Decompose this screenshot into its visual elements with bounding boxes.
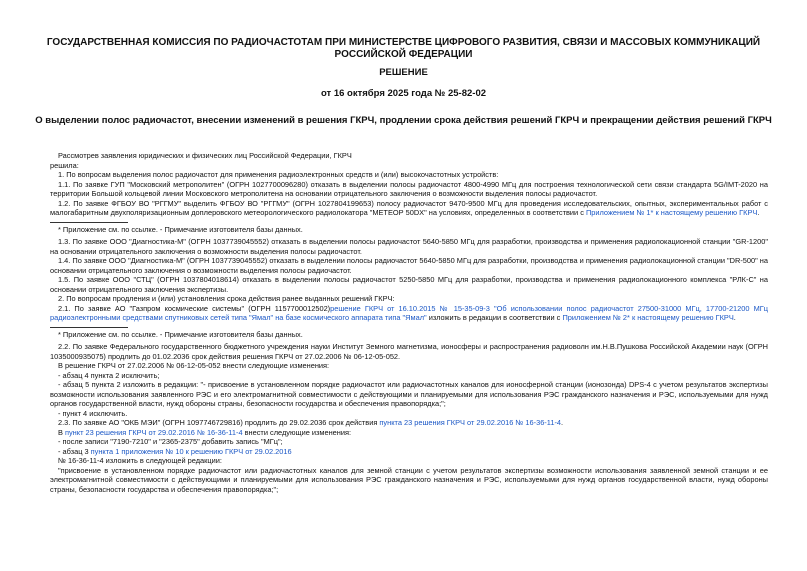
item-2-3-change-2	[50, 447, 768, 457]
section-2-heading: 2. По вопросам продления и (или) установления срока действия ранее выданных решений ГКРЧ:	[58, 294, 395, 303]
issuing-organization: ГОСУДАРСТВЕННАЯ КОМИССИЯ ПО РАДИОЧАСТОТАМ ПРИ МИНИСТЕРСТВЕ ЦИФРОВОГО РАЗВИТИЯ, СВЯЗИ И МАССОВЫХ КОММУНИКАЦИЙ РОССИЙСКОЙ ФЕДЕРАЦИИ	[46, 37, 761, 60]
item-1-3: 1.3. По заявке ООО "Диагностика-М" (ОГРН 1037739045552) отказать в выделении полосы радиочастот 5640-5850 МГц для разработки, производства и применения радиолокационной станции "GR-1200" на основании отрицательного заключения о возможности выделения полосы радиочастот.	[50, 237, 768, 256]
footnote-divider	[50, 327, 128, 328]
item-2-3-note-post: внести следующие изменения:	[242, 427, 352, 437]
item-1-2-end: .	[757, 208, 760, 217]
item-2-1	[50, 304, 768, 323]
item-2-3	[50, 418, 768, 428]
item-2-3-note-pre: В	[58, 427, 65, 437]
item-2-1-mid: изложить в редакции в соответствии с	[426, 313, 563, 322]
decision-2016-link[interactable]: пункта 23 решения ГКРЧ от 29.02.2016 № 16-36-11-4	[379, 418, 562, 427]
footnote-2: * Приложение см. по ссылке. - Примечание изготовителя базы данных.	[58, 329, 303, 339]
item-2-3-change-2-pre: - абзац 3	[58, 446, 91, 456]
item-2-2-note: В решение ГКРЧ от 27.02.2006 № 06-12-05-052 внести следующие изменения:	[58, 361, 330, 370]
item-1-1: 1.1. По заявке ГУП "Московский метрополитен" (ОГРН 1027700096280) отказать в выделении полосы радиочастот 4800-4990 МГц для построения технологической сети связи стандарта 5G/IMT-2020 на территории Большой кольцевой линии Московского метрополитена на основании отрицательного заключения о возможности выделения полосы радиочастот.	[50, 179, 768, 198]
document-body	[50, 151, 768, 494]
document-type: РЕШЕНИЕ	[379, 67, 428, 78]
document-subject: О выделении полос радиочастот, внесении изменений в решения ГКРЧ, продлении срока действия решений ГКРЧ и прекращении действия решений ГКРЧ	[35, 115, 772, 126]
appendix-10-link[interactable]: пункта 1 приложения № 10 к решению ГКРЧ от 29.02.2016	[90, 446, 292, 456]
footnote-divider	[50, 222, 128, 223]
appendix-2-link[interactable]: Приложением № 2* к настоящему решению ГКРЧ	[562, 313, 734, 322]
appendix-1-link[interactable]: Приложением № 1* к настоящему решению ГКРЧ	[585, 208, 758, 217]
item-1-2-text: 1.2. По заявке ФГБОУ ВО "РГГМУ" выделить ФГБОУ ВО "РГГМУ" (ОГРН 1027804199653) полосу радиочастот 9470-9500 МГц для проведения исследовательских, опытных, экспериментальных работ с малогабаритным двухполяризационным доплеровского метеорологического радиолокатора "МЕТЕОР 50DX" на условиях, определенных в соответствии с	[50, 198, 768, 217]
item-2-2-change-2: - абзац 5 пункта 2 изложить в редакции: "- присвоение в установленном порядке радиочастот или радиочастотных каналов для ионосферной станции (ионозонда) DPS-4 с учетом результатов экспертизы возможности использования заявленного РЭС и его электромагнитной совместимости с действующими и планируемыми для использования РЭС гражданского назначения и РЭС, используемыми для нужд органов государственной власти, нужд обороны страны, безопасности государства и обеспечения правопорядка;";	[50, 380, 768, 408]
item-2-2-change-3: - пункт 4 исключить.	[58, 408, 128, 418]
item-2-3-end: .	[561, 418, 564, 427]
document-date-number: от 16 октября 2025 года № 25-82-02	[320, 88, 487, 99]
item-2-3-text: 2.3. По заявке АО "ОКБ МЭИ" (ОГРН 1097746729816) продлить до 29.02.2036 срок действия	[58, 418, 380, 427]
section-1-heading: 1. По вопросам выделения полос радиочастот для применения радиоэлектронных средств и (или) высокочастотных устройств:	[58, 170, 499, 179]
item-2-2-change-1: - абзац 4 пункта 2 исключить;	[58, 370, 160, 380]
item-1-4: 1.4. По заявке ООО "Диагностика-М" (ОГРН 1037739045552) отказать в выделении полосы радиочастот 5640-5850 МГц для разработки, производства и применения радиолокационной станции "DR-500" на основании отрицательного заключения о возможности выделения полосы радиочастот.	[50, 256, 768, 275]
item-2-1-end: .	[733, 313, 736, 322]
decision-2015-link[interactable]: решение ГКРЧ от 16.10.2015 № 15-35-09-3 "Об использовании полос радиочастот 27500-31000 МГц, 17700-21200 МГц радиоэлектронными средствами спутниковых сетей типа "Ямал" на базе космического аппарата типа "Ямал"	[50, 303, 768, 322]
decision-2016-link-2[interactable]: пункт 23 решения ГКРЧ от 29.02.2016 № 16-36-11-4	[64, 427, 243, 437]
item-1-2	[50, 199, 768, 218]
item-1-5: 1.5. По заявке ООО "СТЦ" (ОГРН 1037804018614) отказать в выделении полосы радиочастот 5250-5850 МГц для разработки, производства и применения радиолокационного комплекса "РЛК-С" на основании отрицательного заключения экспертизы.	[50, 275, 768, 294]
item-2-3-change-1: - после записи "7190-7210" и "2365-2375" добавить запись "МГц";	[58, 437, 283, 446]
item-2-3-quote: "присвоение в установленном порядке радиочастот или радиочастотных каналов для земной станции с учетом результатов экспертизы возможности использования заявленной земной станции и ее электромагнитной совместимости с действующими и планируемыми для использования РЭС гражданского назначения и РЭС, используемыми для нужд органов государственной власти, нужд обороны страны, безопасности государства и обеспечения правопорядка;";	[50, 465, 768, 494]
intro-paragraph: Рассмотрев заявления юридических и физических лиц Российской Федерации, ГКРЧ	[58, 151, 352, 160]
item-2-1-text: 2.1. По заявке АО "Газпром космические системы" (ОГРН 1157700012502)	[58, 303, 331, 313]
item-2-3-change-3: № 16-36-11-4 изложить в следующей редакции:	[58, 456, 222, 465]
decided-line: решила:	[50, 160, 79, 170]
footnote-1: * Приложение см. по ссылке. - Примечание изготовителя базы данных.	[58, 224, 303, 234]
item-2-3-note	[50, 428, 768, 438]
item-2-2: 2.2. По заявке Федерального государственного бюджетного учреждения науки Институт Земного магнетизма, ионосферы и распространения радиоволн им.Н.В.Пушкова Российской Академии наук (ОГРН 1035000935075) продлить до 01.02.2036 срок действия решения ГКРЧ от 27.02.2006 № 06-12-05-052.	[50, 342, 768, 361]
